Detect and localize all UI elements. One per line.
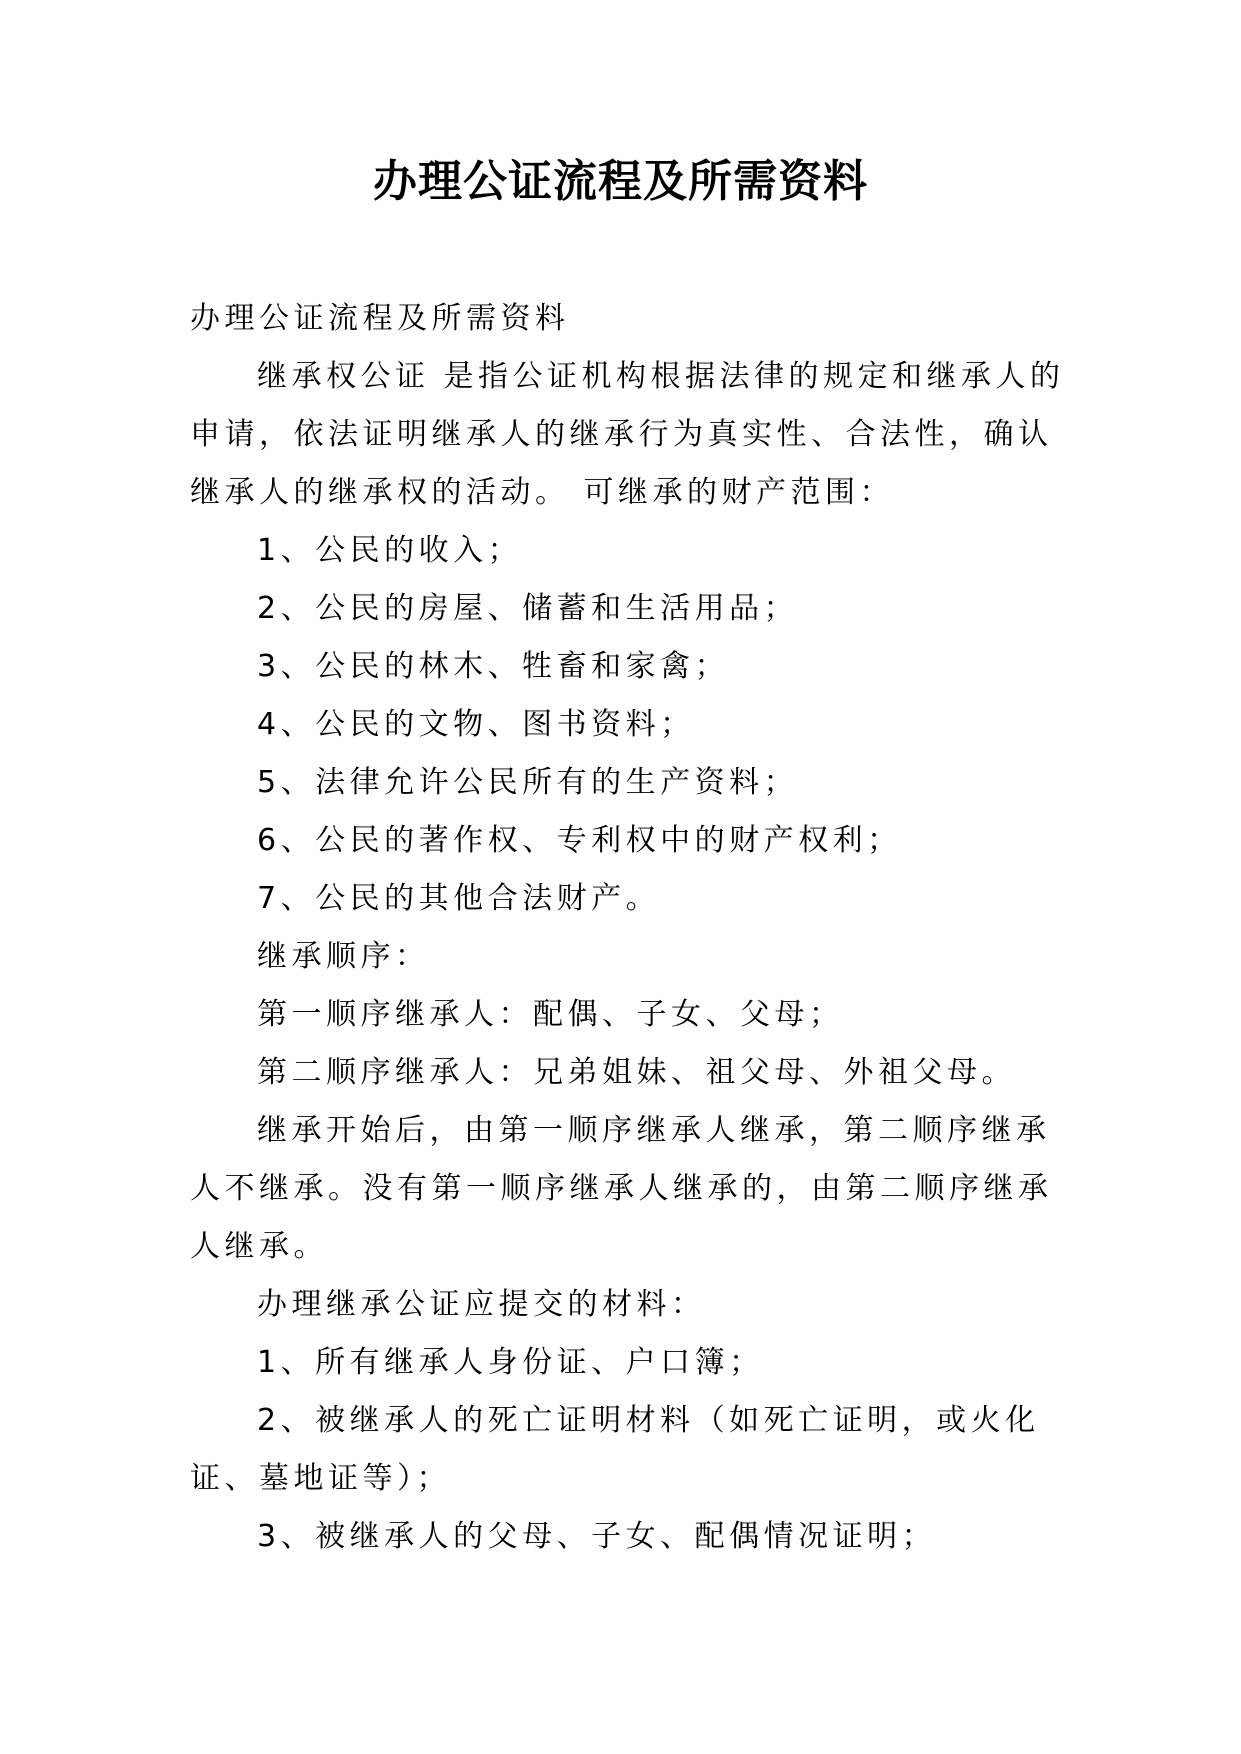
paragraph: 3、被继承人的父母、子女、配偶情况证明； [257, 1519, 937, 1554]
paragraph: 办理公证流程及所需资料 [190, 301, 570, 336]
page-title: 办理公证流程及所需资料 [373, 156, 868, 207]
paragraph: 第二顺序继承人：兄弟姐妹、祖父母、外祖父母。 [257, 1055, 1016, 1090]
paragraph: 2、公民的房屋、储蓄和生活用品； [257, 591, 799, 626]
paragraph: 3、公民的林木、牲畜和家禽； [257, 649, 730, 684]
document-body [190, 290, 1070, 1566]
paragraph: 6、公民的著作权、专利权中的财产权利； [257, 823, 902, 858]
paragraph: 5、法律允许公民所有的生产资料； [257, 765, 799, 800]
paragraph: 继承顺序： [257, 939, 430, 974]
paragraph: 第一顺序继承人：配偶、子女、父母； [257, 997, 844, 1032]
paragraph: 继承权公证 是指公证机构根据法律的规定和继承人的申请，依法证明继承人的继承行为真实性、合法性，确认继承人的继承权的活动。 可继承的财产范围： [190, 359, 1065, 510]
paragraph: 继承开始后，由第一顺序继承人继承，第二顺序继承人不继承。没有第一顺序继承人继承的，由第二顺序继承人继承。 [190, 1113, 1053, 1264]
paragraph: 1、公民的收入； [257, 533, 523, 568]
paragraph: 7、公民的其他合法财产。 [257, 881, 661, 916]
paragraph: 4、公民的文物、图书资料； [257, 707, 695, 742]
paragraph: 办理继承公证应提交的材料： [257, 1287, 706, 1322]
paragraph: 2、被继承人的死亡证明材料（如死亡证明，或火化证、墓地证等）； [190, 1403, 1040, 1496]
paragraph: 1、所有继承人身份证、户口簿； [257, 1345, 764, 1380]
